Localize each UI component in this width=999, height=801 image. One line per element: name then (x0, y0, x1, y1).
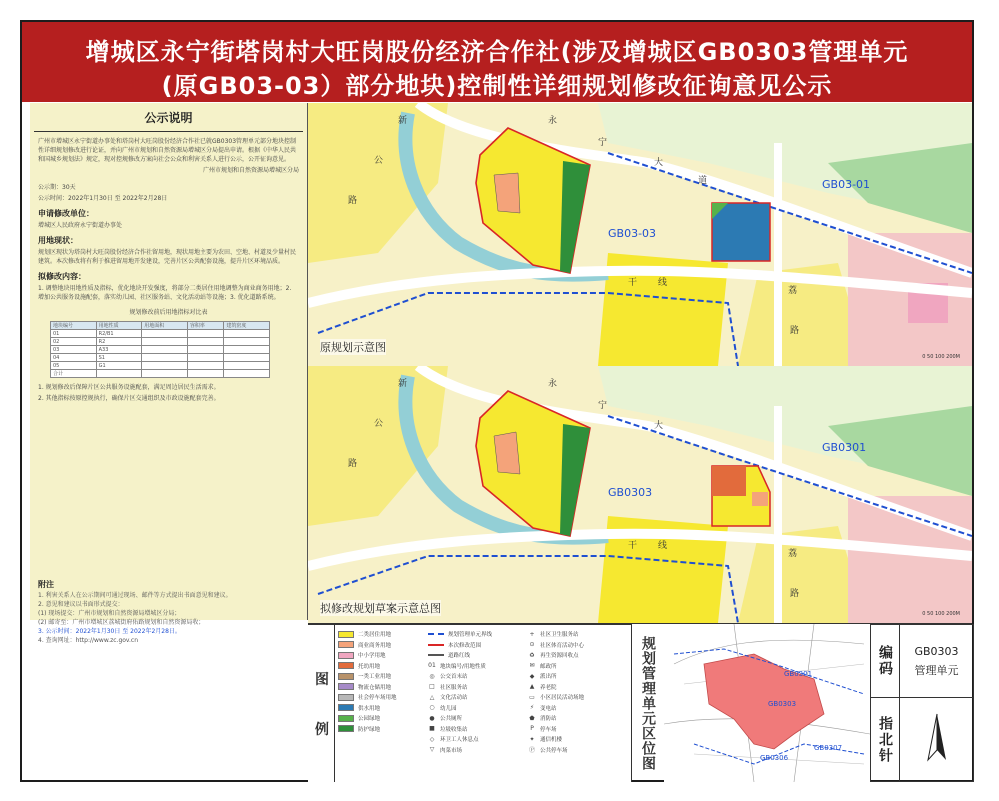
table-cell: G1 (96, 362, 142, 370)
legend-swatch (338, 683, 354, 690)
table-cell: 04 (51, 354, 97, 362)
table-title: 规划修改前后用地指标对比表 (129, 309, 208, 316)
legend-symbol-icon: ◇ (429, 735, 435, 743)
legend-swatch (338, 641, 354, 648)
legend-label: 地块编号/用地性质 (440, 663, 486, 670)
legend-item (338, 682, 397, 693)
legend-heading-top: 图 (315, 671, 329, 688)
legend-item (428, 713, 492, 724)
legend-item (528, 734, 584, 745)
notes-panel (30, 580, 308, 710)
table-cell (224, 362, 270, 370)
legend-item (428, 692, 492, 703)
road-label: 公 (374, 156, 384, 166)
unit-label-a: GB03-03 (608, 227, 657, 240)
unit-label-a: GB0303 (608, 486, 653, 499)
legend-symbol-icon: ⬟ (529, 714, 535, 722)
legend-symbol-icon: ■ (429, 725, 435, 733)
table-cell (142, 330, 188, 338)
table-cell: 建筑密度 (224, 322, 270, 330)
legend-items (338, 629, 627, 778)
legend-item (528, 650, 584, 661)
legend-label: 本次修改范围 (448, 642, 482, 649)
table-cell (224, 370, 270, 378)
legend-swatch (338, 673, 354, 680)
legend-label: 幼儿园 (440, 705, 457, 712)
legend-label: 小区居民活动场地 (540, 695, 585, 702)
legend-line (428, 633, 444, 635)
legend-item (338, 713, 397, 724)
north-heading: 指北针 (877, 715, 893, 764)
table-cell (142, 346, 188, 354)
legend-label: 变电站 (540, 705, 557, 712)
code-heading: 编码 (877, 645, 893, 677)
road-label: 干 (628, 278, 638, 288)
table-cell (224, 330, 270, 338)
note-item: 2. 意见和建议以书面形式提交： (38, 601, 124, 608)
legend-item (528, 703, 584, 714)
legend-label: 社会停车场用地 (358, 695, 397, 702)
legend-item (528, 692, 584, 703)
table-cell: 用地面积 (142, 322, 188, 330)
reason-heading: 用地现状： (38, 236, 78, 245)
legend-symbol-icon: ◆ (529, 672, 535, 680)
legend-label: 社区服务站 (440, 684, 468, 691)
legend-item (528, 640, 584, 651)
legend-item (428, 745, 492, 756)
road-label: 永 (548, 116, 558, 126)
legend-label: 中小学用地 (358, 653, 386, 660)
locator-unit-mid: GB0303 (768, 700, 797, 708)
road-label: 新 (398, 116, 408, 126)
road-label: 大 (654, 158, 664, 168)
table-cell (224, 346, 270, 354)
notice-intro: 广州市增城区永宁街道办事处和塔岗村大旺岗股份经济合作社已就GB0303管理单元部分地块控制性详细规划修改进行论证，并向广州市规划和自然资源局增城区分局提出申请。根据《中华人民共和国城乡规划法》规定，现对控规修改方案向社会公众和利害关系人进行公示，公开征询意见。 (38, 138, 297, 163)
legend-swatch (338, 631, 354, 638)
legend-label: 通信机楼 (540, 737, 563, 744)
legend-column-3 (528, 629, 584, 755)
legend-label: 公共厕所 (440, 716, 463, 723)
table-cell: 01 (51, 330, 97, 338)
legend-item (528, 629, 584, 640)
legend-item (428, 682, 492, 693)
road-label: 路 (348, 459, 358, 469)
note-item: 3. 公示时间：2022年1月30日 至 2022年2月28日。 (38, 628, 181, 635)
legend-item (338, 724, 397, 735)
revised-plan-svg (308, 366, 972, 623)
notes-heading: 附注 (38, 580, 54, 589)
legend-symbol-icon: ▭ (529, 693, 535, 701)
legend-heading (310, 625, 335, 782)
legend-item (428, 661, 492, 672)
note-item: (2) 邮寄至：广州市增城区荔城街府佑路规划和自然资源局收； (38, 619, 205, 626)
reason-text: 规划区现状为塔岗村大旺岗股份经济合作社留用地，现状用地主要为农田、空地、村道及少量村民建筑。本次修改将有利于推进留用地开发建设，完善片区公共配套设施，提升片区环境品质。 (38, 249, 297, 265)
legend-swatch (338, 725, 354, 732)
scale-bar: 0 50 100 200M (922, 354, 960, 360)
north-arrow-cell (899, 697, 974, 782)
legend-symbol-icon: ○ (429, 704, 435, 712)
legend-symbol-icon: △ (429, 693, 435, 701)
applicant-heading: 申请修改单位： (38, 209, 94, 218)
legend-item (338, 703, 397, 714)
road-label: 荔 (788, 286, 798, 296)
legend-line (428, 644, 444, 646)
legend-item (528, 671, 584, 682)
table-cell (224, 338, 270, 346)
table-cell (187, 330, 224, 338)
kindergarten-parcel (712, 466, 746, 496)
legend-item (428, 671, 492, 682)
legend-label: 派出所 (540, 674, 557, 681)
legend-heading-bottom: 例 (315, 721, 329, 738)
table-cell (187, 362, 224, 370)
legend-label: 公共停车场 (540, 747, 568, 754)
legend-label: 商业商务用地 (358, 642, 392, 649)
legend-label: 供水用地 (358, 705, 381, 712)
legend-symbol-icon: ⊙ (529, 641, 535, 649)
water-supply-parcel[interactable] (712, 203, 770, 261)
note-item: 4. 查询网址：http://www.zc.gov.cn (38, 637, 139, 644)
legend-swatch (338, 694, 354, 701)
code-heading-cell (870, 624, 900, 698)
notice-period: 公示期：30天 (38, 184, 76, 191)
legend-item (528, 724, 584, 735)
table-cell: A33 (96, 346, 142, 354)
road-label: 线 (658, 541, 668, 551)
divider (34, 131, 303, 132)
table-row (51, 354, 270, 362)
table-row (51, 370, 270, 378)
legend-swatch (338, 662, 354, 669)
locator-unit-bot1: GB0306 (760, 754, 789, 762)
unit-highlight (704, 654, 824, 749)
legend-item (528, 661, 584, 672)
legend-item (338, 640, 397, 651)
table-cell: R2/B1 (96, 330, 142, 338)
road-label: 路 (348, 196, 358, 206)
notice-footer-1: 1. 规划修改后保障片区公共服务设施配套，满足周边居民生活需求。 (38, 384, 220, 391)
legend-label: 消防站 (540, 716, 557, 723)
road-label: 路 (790, 589, 800, 599)
table-cell: 地块编号 (51, 322, 97, 330)
legend-symbol-icon: ✦ (529, 735, 535, 743)
road-label: 大 (654, 421, 664, 431)
legend-line (428, 654, 444, 656)
legend-label: 托幼用地 (358, 663, 381, 670)
legend-symbol-icon: ● (429, 714, 435, 722)
table-cell: 05 (51, 362, 97, 370)
legend-label: 停车场 (540, 726, 557, 733)
legend-label: 道路红线 (448, 653, 471, 660)
notice-heading: 公示说明 (144, 111, 193, 125)
applicant-text: 增城区人民政府永宁街道办事处 (38, 222, 123, 229)
indicator-table (50, 321, 270, 378)
notice-dates: 公示时间：2022年1月30日 至 2022年2月28日 (38, 195, 168, 202)
legend-item (428, 724, 492, 735)
locator-map[interactable] (664, 624, 871, 782)
legend-item (428, 650, 492, 661)
legend-item (338, 671, 397, 682)
road-label: 道 (698, 176, 708, 186)
legend-label: 公交首末站 (440, 674, 468, 681)
legend-label: 养老院 (540, 684, 557, 691)
locator-unit-bot2: GB0307 (814, 744, 843, 752)
notice-issuer: 广州市规划和自然资源局增城区分局 (202, 167, 299, 174)
legend-item (428, 734, 492, 745)
legend-swatch (338, 704, 354, 711)
legend-label: 社区卫生服务站 (540, 632, 579, 639)
legend-label: 环卫工人休息点 (440, 737, 479, 744)
original-plan-svg (308, 103, 972, 366)
legend-item (338, 629, 397, 640)
table-cell (187, 354, 224, 362)
table-row (51, 338, 270, 346)
table-cell (142, 362, 188, 370)
road-label: 干 (628, 541, 638, 551)
title-banner (22, 22, 972, 102)
legend-label: 肉菜市场 (440, 747, 463, 754)
legend-symbol-icon: ✉ (529, 662, 535, 670)
table-cell (224, 354, 270, 362)
road-label: 永 (548, 379, 558, 389)
map-caption-bottom: 拟修改规划草案示意总图 (320, 602, 441, 615)
legend-label: 垃圾收集站 (440, 726, 468, 733)
revised-plan-map[interactable] (308, 366, 972, 624)
legend-label: 社区体育活动中心 (540, 642, 585, 649)
table-row (51, 322, 270, 330)
table-cell (142, 370, 188, 378)
legend-column-1 (338, 629, 397, 734)
legend-panel (308, 624, 632, 782)
original-plan-map[interactable] (308, 103, 972, 367)
legend-label: 再生资源回收点 (540, 653, 579, 660)
legend-symbol-icon: □ (429, 683, 435, 691)
road-label: 路 (790, 326, 800, 336)
title-line-2: (原GB03-03）部分地块)控制性详细规划修改征询意见公示 (161, 72, 833, 100)
road-label: 线 (658, 278, 668, 288)
table-cell: 容积率 (187, 322, 224, 330)
legend-item (338, 650, 397, 661)
table-cell: 合计 (51, 370, 97, 378)
legend-column-2 (428, 629, 492, 755)
legend-swatch (338, 652, 354, 659)
legend-label: 邮政所 (540, 663, 557, 670)
table-cell: 03 (51, 346, 97, 354)
legend-symbol-icon: ▲ (529, 683, 535, 691)
notice-panel (30, 103, 308, 620)
table-cell: R2 (96, 338, 142, 346)
legend-symbol-icon: ▽ (429, 746, 435, 754)
legend-item (528, 745, 584, 756)
legend-swatch (338, 715, 354, 722)
code-value: GB0303 (914, 644, 959, 658)
legend-item (428, 640, 492, 651)
table-row (51, 362, 270, 370)
road-label: 宁 (598, 138, 608, 148)
legend-symbol-icon: + (529, 630, 535, 638)
road-label: 新 (398, 379, 408, 389)
locator-unit-top: GB0301 (784, 670, 813, 678)
table-cell (187, 338, 224, 346)
legend-item (428, 629, 492, 640)
table-cell (142, 338, 188, 346)
commercial-parcel (494, 432, 520, 474)
commercial-corner (752, 492, 768, 506)
locator-heading: 规划管理单元区位图 (632, 624, 665, 782)
legend-label: 物流仓储用地 (358, 684, 392, 691)
north-arrow-icon (922, 710, 952, 770)
legend-label: 文化活动站 (440, 695, 468, 702)
legend-item (338, 692, 397, 703)
legend-item (428, 703, 492, 714)
map-caption-top: 原规划示意图 (320, 341, 386, 354)
code-panel (870, 624, 974, 782)
content-heading: 拟修改内容： (38, 272, 86, 281)
legend-label: 一类工业用地 (358, 674, 392, 681)
legend-label: 公园绿地 (358, 716, 381, 723)
north-heading-cell (870, 697, 900, 782)
legend-item (528, 713, 584, 724)
legend-label: 二类居住用地 (358, 632, 392, 639)
code-sub: 管理单元 (914, 663, 959, 677)
road-label: 公 (374, 419, 384, 429)
legend-symbol-icon: ⚡ (529, 704, 535, 712)
note-item: 1. 利害关系人在公示期间可通过现场、邮件等方式提出书面意见和建议。 (38, 592, 232, 599)
table-cell (187, 370, 224, 378)
road-label: 宁 (598, 401, 608, 411)
commercial-parcel (494, 173, 520, 213)
table-cell (187, 346, 224, 354)
locator-svg (664, 624, 870, 782)
table-cell: 用地性质 (96, 322, 142, 330)
legend-symbol-icon: ◎ (429, 672, 435, 680)
legend-symbol-icon: Ⓟ (528, 747, 535, 755)
legend-label: 规划管理单元界线 (448, 632, 493, 639)
table-row (51, 330, 270, 338)
code-value-cell (899, 624, 974, 698)
unit-label-b: GB0301 (822, 441, 867, 454)
content-text: 1. 调整地块用地性质及指标，优化地块开发强度，将部分二类居住用地调整为商业商务用地；2. 增加公共服务设施配套，落实幼儿园、社区服务站、文化活动站等设施；3. 优化道路系统。 (38, 285, 292, 301)
notice-footer-2: 2. 其他指标按原控规执行，确保片区交通组织及市政设施配套完善。 (38, 395, 220, 402)
unit-label-b: GB03-01 (822, 178, 871, 191)
table-cell (96, 370, 142, 378)
legend-symbol-icon: ♻ (529, 651, 535, 659)
table-row (51, 346, 270, 354)
table-cell (142, 354, 188, 362)
title-line-1: 增城区永宁街塔岗村大旺岗股份经济合作社(涉及增城区GB0303管理单元 (85, 38, 909, 66)
legend-symbol-icon: 01 (428, 662, 436, 670)
legend-symbol-icon: P (530, 725, 534, 733)
scale-bar: 0 50 100 200M (922, 611, 960, 617)
table-cell: S1 (96, 354, 142, 362)
road-label: 荔 (788, 549, 798, 559)
legend-item (528, 682, 584, 693)
legend-item (338, 661, 397, 672)
table-cell: 02 (51, 338, 97, 346)
legend-label: 防护绿地 (358, 726, 381, 733)
note-item: (1) 现场提交：广州市规划和自然资源局增城区分局； (38, 610, 181, 617)
